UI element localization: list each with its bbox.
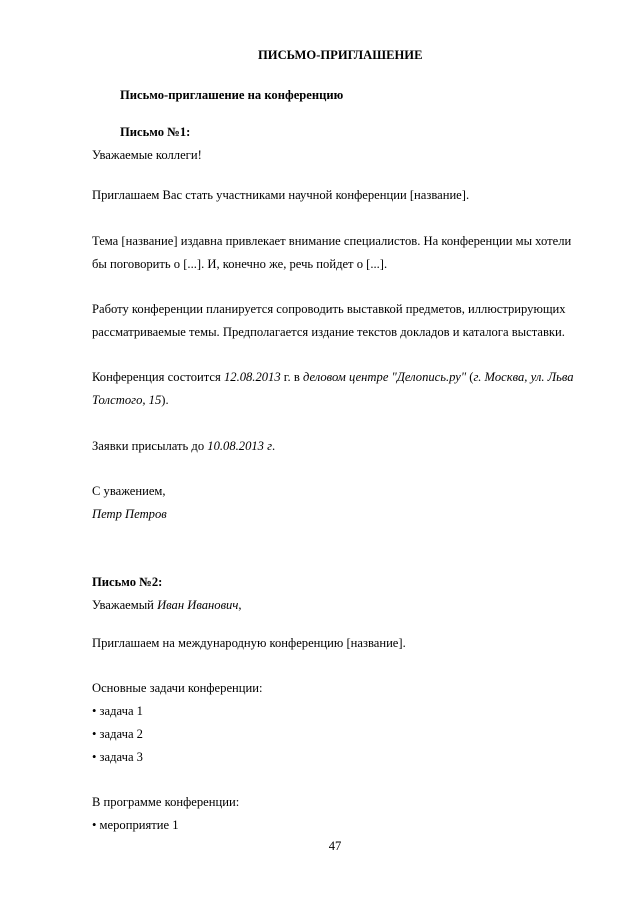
venue-text: ). <box>161 393 169 407</box>
letter1-greeting: Уважаемые коллеги! <box>92 148 202 162</box>
letter1-heading: Письмо №1: <box>120 125 191 139</box>
letter1-paragraph-4-line-2 <box>92 392 169 408</box>
letter1-paragraph-5 <box>92 438 275 454</box>
conference-date: 12.08.2013 <box>223 370 281 384</box>
letter1-paragraph-1: Приглашаем Вас стать участниками научной конференции [название]. <box>92 188 470 202</box>
document-title: ПИСЬМО-ПРИГЛАШЕНИЕ <box>258 48 423 62</box>
list-item: • задача 1 <box>92 704 143 718</box>
letter2-paragraph-1: Приглашаем на международную конференцию [название]. <box>92 636 406 650</box>
deadline-date: 10.08.2013 г <box>207 439 273 453</box>
venue-name: деловом центре "Делопись.ру" <box>302 370 467 384</box>
letter1-paragraph-3-line-1: Работу конференции планируется сопроводить выставкой предметов, иллюстрирующих <box>92 302 566 316</box>
letter1-signature: Петр Петров <box>92 507 167 521</box>
recipient-name: Иван Иванович <box>157 598 239 612</box>
greeting-text: Уважаемый <box>92 598 158 612</box>
list-item: • задача 2 <box>92 727 143 741</box>
list-item: • задача 3 <box>92 750 143 764</box>
venue-address: Толстого, 15 <box>92 393 162 407</box>
letter1-paragraph-4-line-1 <box>92 369 574 385</box>
list-item: • мероприятие 1 <box>92 818 179 832</box>
letter1-paragraph-2-line-1: Тема [название] издавна привлекает внимание специалистов. На конференции мы хотели <box>92 234 572 248</box>
deadline-text: Заявки присылать до <box>92 439 208 453</box>
deadline-text: . <box>272 439 276 453</box>
page-number: 47 <box>328 839 342 853</box>
venue-address: г. Москва, ул. Льва <box>473 370 574 384</box>
greeting-text: , <box>238 598 242 612</box>
letter2-greeting <box>92 597 242 613</box>
venue-text: Конференция состоится <box>92 370 224 384</box>
letter1-paragraph-3-line-2: рассматриваемые темы. Предполагается издание текстов докладов и каталога выставки. <box>92 325 565 339</box>
letter2-program-label: В программе конференции: <box>92 795 240 809</box>
letter2-tasks-label: Основные задачи конференции: <box>92 681 263 695</box>
letter1-paragraph-2-line-2: бы поговорить о [...]. И, конечно же, речь пойдет о [...]. <box>92 257 388 271</box>
venue-text: г. в <box>280 370 303 384</box>
document-subtitle: Письмо-приглашение на конференцию <box>120 88 344 102</box>
letter1-closing: С уважением, <box>92 484 166 498</box>
venue-text: ( <box>466 370 474 384</box>
letter2-heading: Письмо №2: <box>92 575 163 589</box>
